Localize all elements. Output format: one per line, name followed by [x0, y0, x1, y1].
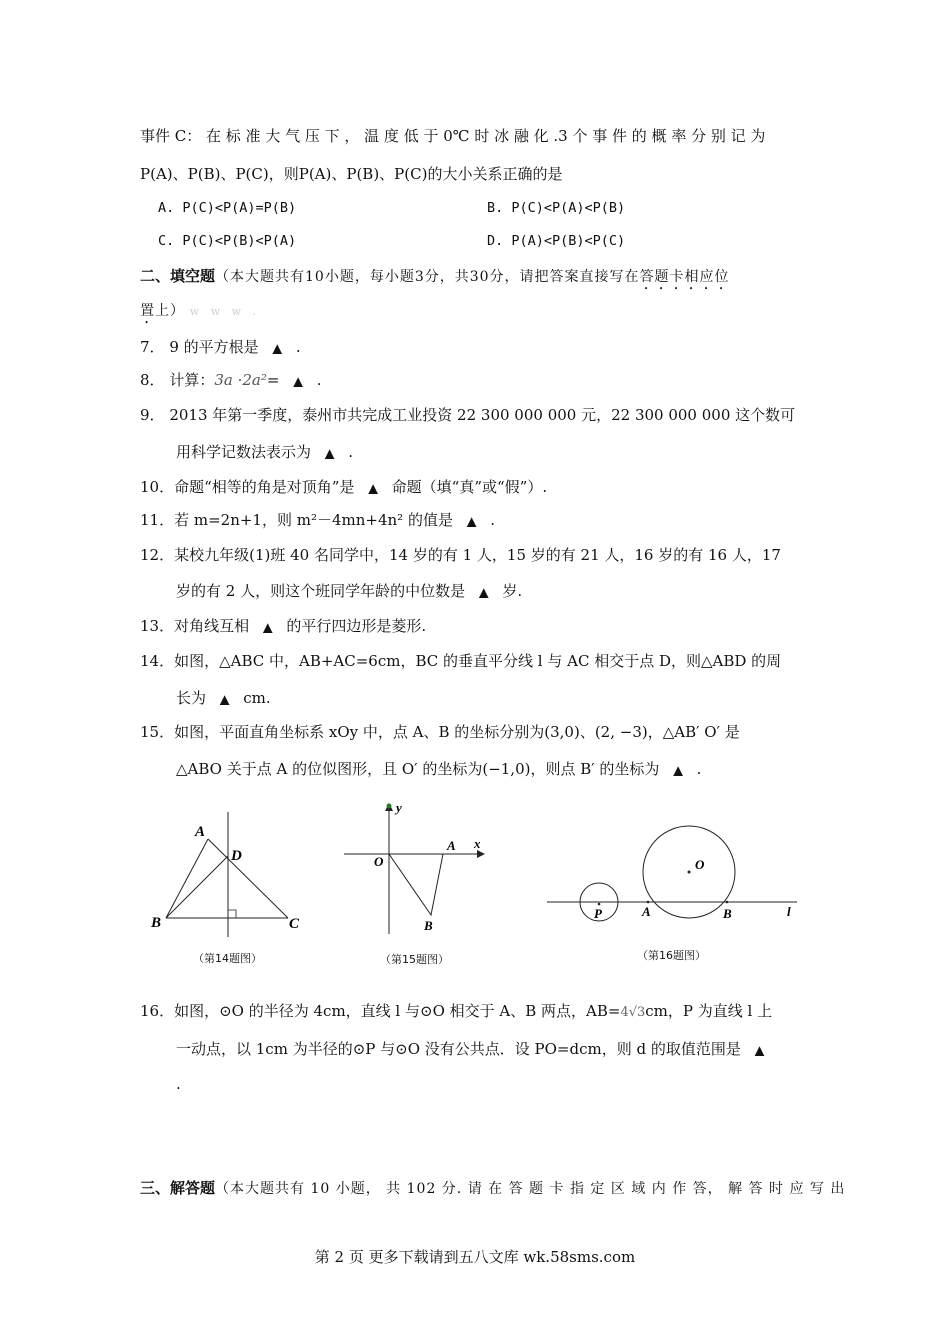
section2-emphasis: 答题卡相应位 — [639, 269, 730, 285]
section2-note-end: 上） — [155, 303, 185, 319]
label-b: B — [151, 915, 162, 931]
question-12-cont — [176, 581, 522, 602]
q14-end: cm. — [243, 689, 271, 707]
question-16-end: . — [176, 1075, 181, 1093]
question-14 — [140, 651, 781, 671]
label-y: y — [396, 800, 402, 815]
q10-number: 10． — [140, 478, 175, 496]
right-angle-mark — [228, 910, 236, 918]
label-b: B — [723, 906, 732, 921]
segment-bd — [166, 856, 228, 918]
q14-text: 如图，△ABC 中，AB+AC=6cm，BC 的垂直平分线 l 与 AC 相交于点 D，则△ABD 的周 — [174, 652, 782, 670]
q9-text: 2013 年第一季度，泰州市共完成工业投资 22 300 000 000 元，22 300 000 000 这个数可 — [169, 406, 796, 424]
section3-heading — [140, 1178, 845, 1199]
section2-emphasis-2: 置 — [140, 303, 155, 319]
center-p — [598, 903, 601, 906]
question-16 — [140, 1001, 772, 1023]
q6-option-b: B. P(C)<P(A)<P(B) — [487, 200, 626, 216]
point-b — [726, 901, 729, 904]
answer-blank: ▲ — [220, 692, 230, 706]
question-12 — [140, 545, 781, 565]
q6-option-d: D. P(A)<P(B)<P(C) — [487, 233, 626, 249]
q7-end: . — [295, 338, 301, 356]
label-c: C — [289, 916, 300, 932]
q13-end: 的平行四边形是菱形. — [286, 617, 427, 635]
answer-blank: ▲ — [754, 1043, 765, 1057]
section3-note: （本大题共有 10 小题， 共 102 分. 请 在 答 题 卡 指 定 区 域 内 作 答， 解 答 时 应 写 出 — [215, 1181, 846, 1197]
q8-text: 计算： — [169, 371, 215, 389]
q11-end: . — [490, 511, 495, 529]
q16-text-2: 一动点，以 1cm 为半径的⊙P 与⊙O 没有公共点．设 PO=dcm，则 d 的取值范围是 — [176, 1040, 741, 1058]
y-axis-marker — [387, 804, 392, 809]
segment-ac — [208, 839, 288, 918]
label-a: A — [447, 838, 456, 853]
q12-text: 某校九年级(1)班 40 名同学中，14 岁的有 1 人，15 岁的有 21 人，16 岁的有 16 人，17 — [174, 546, 781, 564]
q14-text-2: 长为 — [176, 689, 207, 707]
q15-end: . — [696, 760, 702, 778]
q15-number: 15． — [140, 723, 175, 741]
q7-text: 9 的平方根是 — [169, 338, 259, 356]
q9-end: . — [348, 443, 354, 461]
segment-ab — [166, 839, 208, 918]
q6-option-c: C. P(C)<P(B)<P(A) — [158, 233, 297, 249]
page-footer: 第 2 页 更多下载请到五八文库 wk.58sms.com — [314, 1248, 636, 1266]
question-16-cont — [176, 1039, 768, 1060]
q14-number: 14． — [140, 652, 175, 670]
label-x: x — [474, 836, 481, 851]
q9-number: 9． — [140, 406, 165, 424]
section3-title: 三、解答题 — [140, 1179, 216, 1197]
q13-text: 对角线互相 — [174, 617, 250, 635]
section2-title: 二、填空题 — [140, 267, 216, 285]
label-a: A — [642, 904, 651, 919]
q9-text-2: 用科学记数法表示为 — [176, 443, 312, 461]
answer-blank: ▲ — [293, 374, 303, 388]
answer-blank: ▲ — [368, 481, 378, 495]
question-10 — [140, 477, 547, 498]
q16-number: 16． — [140, 1002, 175, 1020]
question-8 — [140, 370, 321, 391]
answer-blank: ▲ — [673, 763, 683, 777]
figure-14-triangle — [148, 812, 318, 937]
question-14-cont — [176, 688, 271, 709]
section2-heading-cont — [140, 300, 260, 327]
q15-text-2: △ABO 关于点 A 的位似图形，且 O′ 的坐标为(−1,0)，则点 B′ 的坐标为 — [176, 760, 660, 778]
section2-heading — [140, 266, 730, 293]
figure-15-caption: （第15题图） — [380, 953, 449, 966]
q6-continuation-line2: P(A)、P(B)、P(C)，则P(A)、P(B)、P(C)的大小关系正确的是 — [140, 165, 563, 183]
q16-text-end: cm，P 为直线 l 上 — [645, 1002, 773, 1020]
q11-number: 11． — [140, 511, 175, 529]
label-o: O — [695, 857, 705, 872]
q12-text-2: 岁的有 2 人，则这个班同学年龄的中位数是 — [176, 582, 466, 600]
label-a: A — [195, 824, 206, 840]
q16-text: 如图，⊙O 的半径为 4cm，直线 l 与⊙O 相交于 A、B 两点，AB= — [174, 1002, 621, 1020]
question-7 — [140, 337, 301, 358]
q6-continuation-line1: 事件 C： 在 标 准 大 气 压 下 ， 温 度 低 于 0℃ 时 冰 融 化 .3 个 事 件 的 概 率 分 别 记 为 — [140, 127, 766, 145]
answer-blank: ▲ — [479, 585, 489, 599]
question-15 — [140, 722, 740, 742]
label-l: l — [787, 904, 791, 919]
q16-math: 4√3 — [620, 1005, 646, 1020]
q10-text: 命题“相等的角是对顶角”是 — [174, 478, 355, 496]
point-a — [647, 901, 650, 904]
q12-number: 12． — [140, 546, 175, 564]
question-15-cont — [176, 759, 701, 780]
figure-15-coordinate-plane — [340, 800, 490, 940]
q13-number: 13． — [140, 617, 175, 635]
answer-blank: ▲ — [325, 446, 335, 460]
q10-end: 命题（填“真”或“假”）. — [391, 478, 548, 496]
answer-blank: ▲ — [466, 514, 477, 528]
question-9 — [140, 405, 795, 425]
section2-note: （本大题共有10小题，每小题3分，共30分，请把答案直接写在 — [215, 269, 640, 285]
question-13 — [140, 616, 426, 637]
triangle-abo — [389, 854, 443, 915]
q8-number: 8． — [140, 371, 165, 389]
q15-text: 如图，平面直角坐标系 xOy 中，点 A、B 的坐标分别为(3,0)、(2, −3)，△AB′ O′ 是 — [174, 723, 740, 741]
watermark-text: w w w . — [189, 305, 261, 318]
question-9-cont — [176, 442, 353, 463]
q12-end: 岁. — [502, 582, 523, 600]
question-11 — [140, 510, 495, 531]
figure-14-caption: （第14题图） — [193, 952, 262, 965]
figure-16-caption: （第16题图） — [637, 949, 706, 962]
label-d: D — [231, 848, 242, 864]
label-o: O — [374, 854, 384, 869]
q6-option-a: A. P(C)<P(A)=P(B) — [158, 200, 297, 216]
answer-blank: ▲ — [263, 620, 273, 634]
label-b: B — [424, 918, 433, 933]
q8-expression: 3a ·2a² — [214, 371, 267, 389]
q7-number: 7． — [140, 338, 165, 356]
center-o — [688, 871, 691, 874]
figure-16-circles — [545, 822, 805, 932]
q11-text: 若 m=2n+1，则 m²－4mn+4n² 的值是 — [174, 511, 453, 529]
q8-end: . — [316, 371, 322, 389]
q8-equals: = — [266, 371, 280, 389]
label-p: P — [594, 906, 602, 921]
answer-blank: ▲ — [272, 341, 282, 355]
